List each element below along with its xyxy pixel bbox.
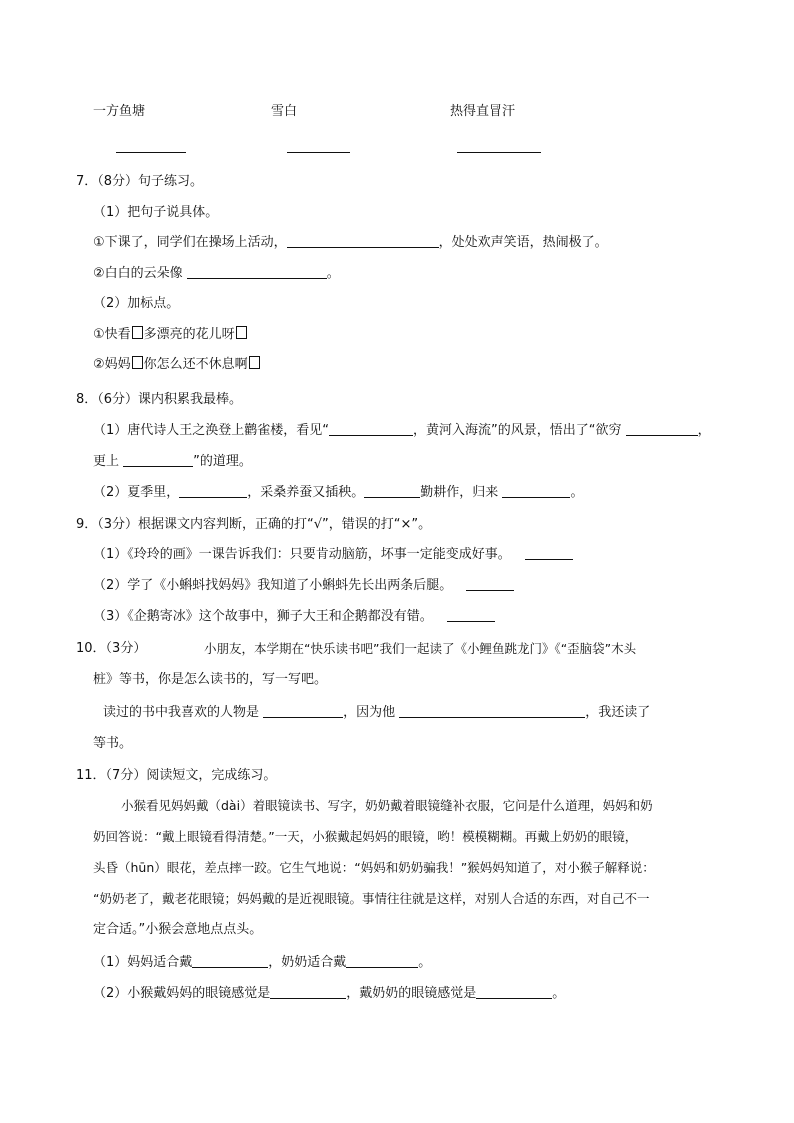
q7-s2-pre: ②白白的云朵像 bbox=[93, 266, 187, 281]
word-1: 一方鱼塘 bbox=[93, 104, 146, 119]
word-2-blank[interactable] bbox=[287, 152, 350, 153]
word-3-blank[interactable] bbox=[457, 152, 541, 153]
q7-sub1: （1）把句子说具体。 bbox=[93, 205, 219, 220]
punct-box[interactable] bbox=[132, 326, 143, 339]
q7-p1-a: ①快看 bbox=[93, 327, 131, 342]
q8-line-1 bbox=[93, 421, 711, 441]
q9-answer-3[interactable] bbox=[447, 607, 495, 622]
q11-para-line-1: 小猴看见妈妈戴（dài）着眼镜读书、写字，奶奶戴着眼镜缝补衣服，它问是什么道理，妈妈和奶 bbox=[121, 798, 653, 813]
q7-s2-blank[interactable] bbox=[187, 264, 327, 279]
q7-sub2: （2）加标点。 bbox=[93, 296, 180, 311]
q7-punct-1 bbox=[93, 325, 248, 345]
q9-header: 9．（3分）根据课文内容判断，正确的打“√”，错误的打“×”。 bbox=[76, 517, 432, 532]
q11-para-line-2: 奶回答说：“戴上眼镜看得清楚。”一天，小猴戴起妈妈的眼镜，哟！模模糊糊。再戴上奶奶的眼镜， bbox=[93, 829, 638, 844]
q11-blank-2[interactable] bbox=[346, 953, 418, 968]
q7-p1-b: 多漂亮的花儿呀 bbox=[143, 327, 235, 342]
q11-blank-1[interactable] bbox=[192, 953, 268, 968]
q7-s1-blank[interactable] bbox=[287, 233, 439, 248]
q10-l3-a: 读过的书中我喜欢的人物是 bbox=[103, 705, 264, 720]
q8-line-2 bbox=[93, 452, 252, 472]
q8-line-3 bbox=[93, 483, 583, 503]
q7-p2-a: ②妈妈 bbox=[93, 357, 131, 372]
q11-a1-c: 。 bbox=[418, 955, 432, 970]
q7-sentence-1 bbox=[93, 233, 608, 253]
q7-header: 7．（8分）句子练习。 bbox=[76, 174, 204, 189]
q10-number: 10．（3分） bbox=[76, 641, 147, 656]
q8-l1-b: ，黄河入海流”的风景，悟出了“欲穷 bbox=[413, 423, 626, 438]
q9-item-1 bbox=[93, 545, 573, 565]
q9-answer-1[interactable] bbox=[525, 545, 573, 560]
q8-blank-3[interactable] bbox=[123, 452, 193, 467]
q8-blank-2[interactable] bbox=[626, 421, 698, 436]
punct-box[interactable] bbox=[132, 356, 143, 369]
q7-p2-b: 你怎么还不休息啊 bbox=[143, 357, 248, 372]
q9-item-2-text: （2）学了《小蝌蚪找妈妈》我知道了小蝌蚪先长出两条后腿。 bbox=[93, 578, 453, 593]
punct-box[interactable] bbox=[236, 326, 247, 339]
q9-answer-2[interactable] bbox=[466, 576, 514, 591]
q10-l3-b: ，因为他 bbox=[343, 705, 400, 720]
q11-header: 11．（7分）阅读短文，完成练习。 bbox=[76, 768, 277, 783]
q8-blank-6[interactable] bbox=[502, 483, 570, 498]
q7-sentence-2 bbox=[93, 264, 340, 284]
word-3: 热得直冒汗 bbox=[450, 104, 516, 119]
word-2: 雪白 bbox=[271, 104, 298, 119]
q9-item-1-text: （1）《玲玲的画》一课告诉我们：只要肯动脑筋，坏事一定能变成好事。 bbox=[93, 547, 511, 562]
word-1-blank[interactable] bbox=[116, 152, 186, 153]
q7-punct-2 bbox=[93, 355, 261, 375]
q11-para-line-4: “奶奶老了，戴老花眼镜；妈妈戴的是近视眼镜。事情往往就是这样，对别人合适的东西，对自己不一 bbox=[93, 891, 650, 906]
q11-a2-a: （2）小猴戴妈妈的眼镜感觉是 bbox=[93, 986, 271, 1001]
q10-text-1: 小朋友，本学期在“快乐读书吧”我们一起读了《小鲤鱼跳龙门》《“歪脑袋”木头 bbox=[204, 641, 637, 656]
q11-blank-3[interactable] bbox=[270, 984, 346, 999]
q7-s2-post: 。 bbox=[326, 266, 340, 281]
q8-header: 8．（6分）课内积累我最棒。 bbox=[76, 392, 243, 407]
q10-line-4: 等书。 bbox=[93, 736, 133, 751]
q8-l2-b: ”的道理。 bbox=[193, 454, 252, 469]
q8-blank-4[interactable] bbox=[179, 483, 247, 498]
q10-blank-1[interactable] bbox=[263, 703, 343, 718]
q10-blank-2[interactable] bbox=[399, 703, 585, 718]
q8-l3-a: （2）夏季里， bbox=[93, 485, 180, 500]
q11-a1-a: （1）妈妈适合戴 bbox=[93, 955, 193, 970]
q8-l1-c: ， bbox=[697, 423, 711, 438]
q10-l3-c: ，我还读了 bbox=[585, 705, 651, 720]
q11-para-line-3: 头昏（hūn）眼花，差点摔一跤。它生气地说：“妈妈和奶奶骗我！”猴妈妈知道了，对小猴子解释说： bbox=[93, 860, 655, 875]
q10-line-3 bbox=[103, 703, 650, 723]
q8-blank-5[interactable] bbox=[364, 483, 420, 498]
punct-box[interactable] bbox=[249, 356, 260, 369]
q9-item-3-text: （3）《企鹅寄冰》这个故事中，狮子大王和企鹅都没有错。 bbox=[93, 609, 433, 624]
q11-a2-b: ，戴奶奶的眼镜感觉是 bbox=[346, 986, 477, 1001]
q9-item-2 bbox=[93, 576, 514, 596]
q8-l3-d: 。 bbox=[570, 485, 584, 500]
q8-l1-a: （1）唐代诗人王之涣登上鹳雀楼，看见“ bbox=[93, 423, 330, 438]
q11-a1-b: ，奶奶适合戴 bbox=[268, 955, 347, 970]
q8-l3-c: 勤耕作，归来 bbox=[420, 485, 503, 500]
q8-l2-a: 更上 bbox=[93, 454, 124, 469]
q11-a2-c: 。 bbox=[552, 986, 566, 1001]
q8-l3-b: ，采桑养蚕又插秧。 bbox=[247, 485, 365, 500]
q11-blank-4[interactable] bbox=[476, 984, 552, 999]
q11-para-line-5: 定合适。”小猴会意地点点头。 bbox=[93, 922, 263, 937]
q7-s1-post: ，处处欢声笑语，热闹极了。 bbox=[438, 235, 608, 250]
q10-text-2: 桩》等书，你是怎么读书的，写一写吧。 bbox=[93, 672, 328, 687]
q7-s1-pre: ①下课了，同学们在操场上活动， bbox=[93, 235, 287, 250]
q11-answer-1 bbox=[93, 953, 431, 973]
q8-blank-1[interactable] bbox=[329, 421, 413, 436]
q11-answer-2 bbox=[93, 984, 565, 1004]
q9-item-3 bbox=[93, 607, 495, 627]
